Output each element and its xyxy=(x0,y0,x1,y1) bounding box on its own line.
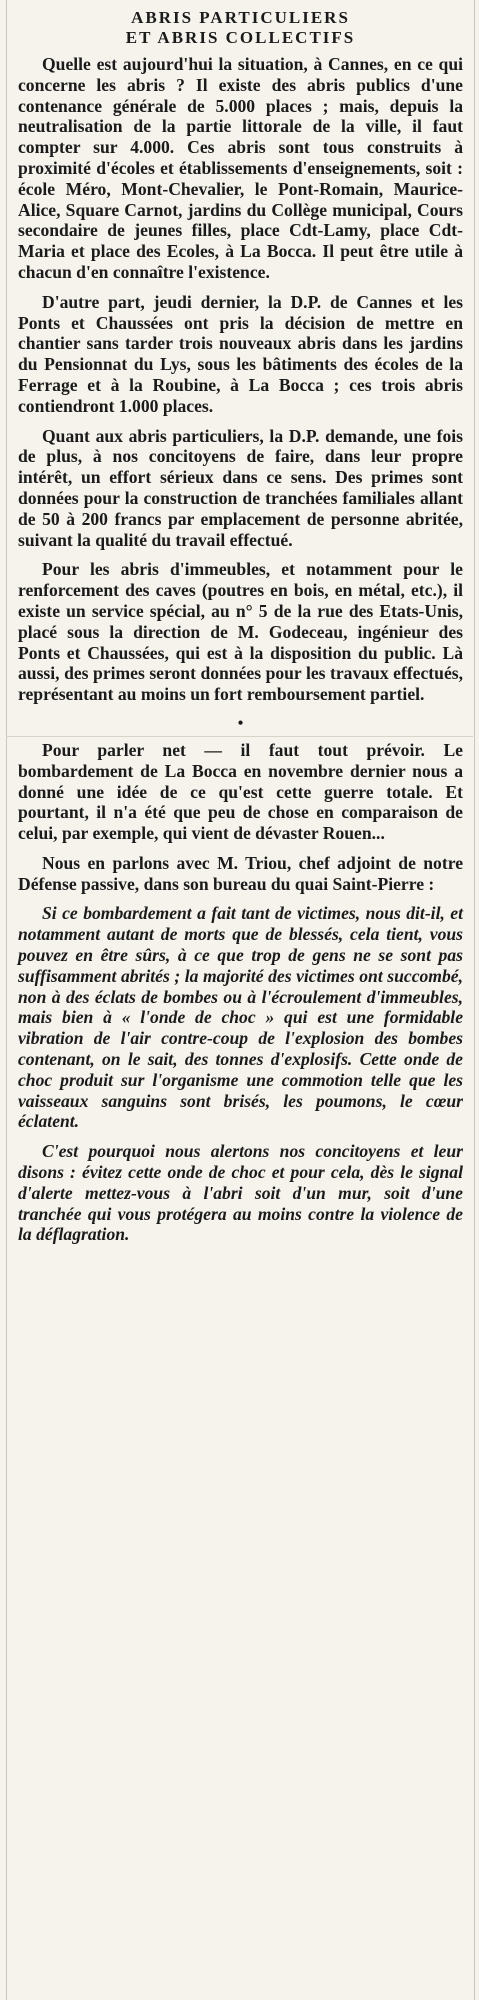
headline-line-2: ET ABRIS COLLECTIFS xyxy=(125,28,356,47)
scan-edge-right xyxy=(474,0,475,2000)
paragraph-private-shelters: Quant aux abris particuliers, la D.P. demande, une fois de plus, à nos concitoyens de faire, dans leur propre intérêt, un effort sérieux dans ce sens. Des primes sont données pour la construction de tranchées familiales allant de 50 à 200 francs par emplacement de personne abritée, suivant la qualité du travail effectué. xyxy=(18,425,463,550)
paragraph-interview-intro: Nous en parlons avec M. Triou, chef adjoint de notre Défense passive, dans son bureau du quai Saint-Pierre : xyxy=(18,852,463,894)
section-separator: • xyxy=(237,712,244,733)
headline-line-1: ABRIS PARTICULIERS xyxy=(131,8,350,27)
scan-edge-left xyxy=(6,0,7,2000)
paragraph-new-shelters: D'autre part, jeudi dernier, la D.P. de Cannes et les Ponts et Chaussées ont pris la décision de mettre en chantier sans tarder trois nouveaux abris dans les jardins du Pensionnat du Lys, sous les bâtiments des écoles de la Ferrage et à la Roubine, à La Bocca ; ces trois abris contiendront 1.000 places. xyxy=(18,291,463,416)
paragraph-quote-shock-wave: Si ce bombardement a fait tant de victimes, nous dit-il, et notamment autant de morts que de blessés, cela tient, vous pouvez en être sûrs, à ce que trop de gens ne se sont pas suffisamment abrités ; la majorité des victimes ont succombé, non à des éclats de bombes ou à l'écroulement d'immeubles, mais bien à « l'onde de choc » qui est une formidable vibration de l'air contre-coup de l'explosion des bombes contenant, on le sait, des tonnes d'explosifs. Cette onde de choc produit sur l'organisme une commotion telle que les vaisseaux sanguins sont brisés, les poumons, le cœur éclatent. xyxy=(18,903,463,1132)
paragraph-quote-advice: C'est pourquoi nous alertons nos concitoyens et leur disons : évitez cette onde de choc et pour cela, dès le signal d'alerte mettez-vous à l'abri soit d'un mur, soit d'une tranchée qui vous protégera au moins contre la violence de la déflagration. xyxy=(18,1141,463,1245)
paragraph-building-shelters: Pour les abris d'immeubles, et notamment pour le renforcement des caves (poutres en bois, en métal, etc.), il existe un service spécial, au n° 5 de la rue des Etats-Unis, placé sous la direction de M. Godeceau, ingénieur des Ponts et Chaussées, qui est à la disposition du public. Là aussi, des primes seront données pour les travaux effectués, représentant au moins un fort remboursement partiel. xyxy=(18,559,463,705)
paragraph-public-shelters: Quelle est aujourd'hui la situation, à Cannes, en ce qui concerne les abris ? Il existe des abris publics d'une contenance générale de 5.000 places ; mais, depuis la neutralisation de la partie littorale de la ville, il faut compter sur 4.000. Ces abris sont tous construits à proximité d'écoles et établissements d'enseignements, soit : école Méro, Mont-Chevalier, le Pont-Romain, Maurice-Alice, Square Carnot, jardins du Collège municipal, Cours secondaire de jeunes filles, place Cdt-Lamy, place Cdt-Maria et place des Ecoles, à La Bocca. Il peut être utile à chacun d'en connaître l'existence. xyxy=(18,54,463,282)
lower-section xyxy=(18,740,463,1245)
paragraph-bombing-la-bocca: Pour parler net — il faut tout prévoir. Le bombardement de La Bocca en novembre dernier nous a donné une idée de ce qu'est cette guerre totale. Et pourtant, il n'a été que peu de chose en comparaison de celui, par exemple, qui vient de dévaster Rouen... xyxy=(18,739,463,844)
